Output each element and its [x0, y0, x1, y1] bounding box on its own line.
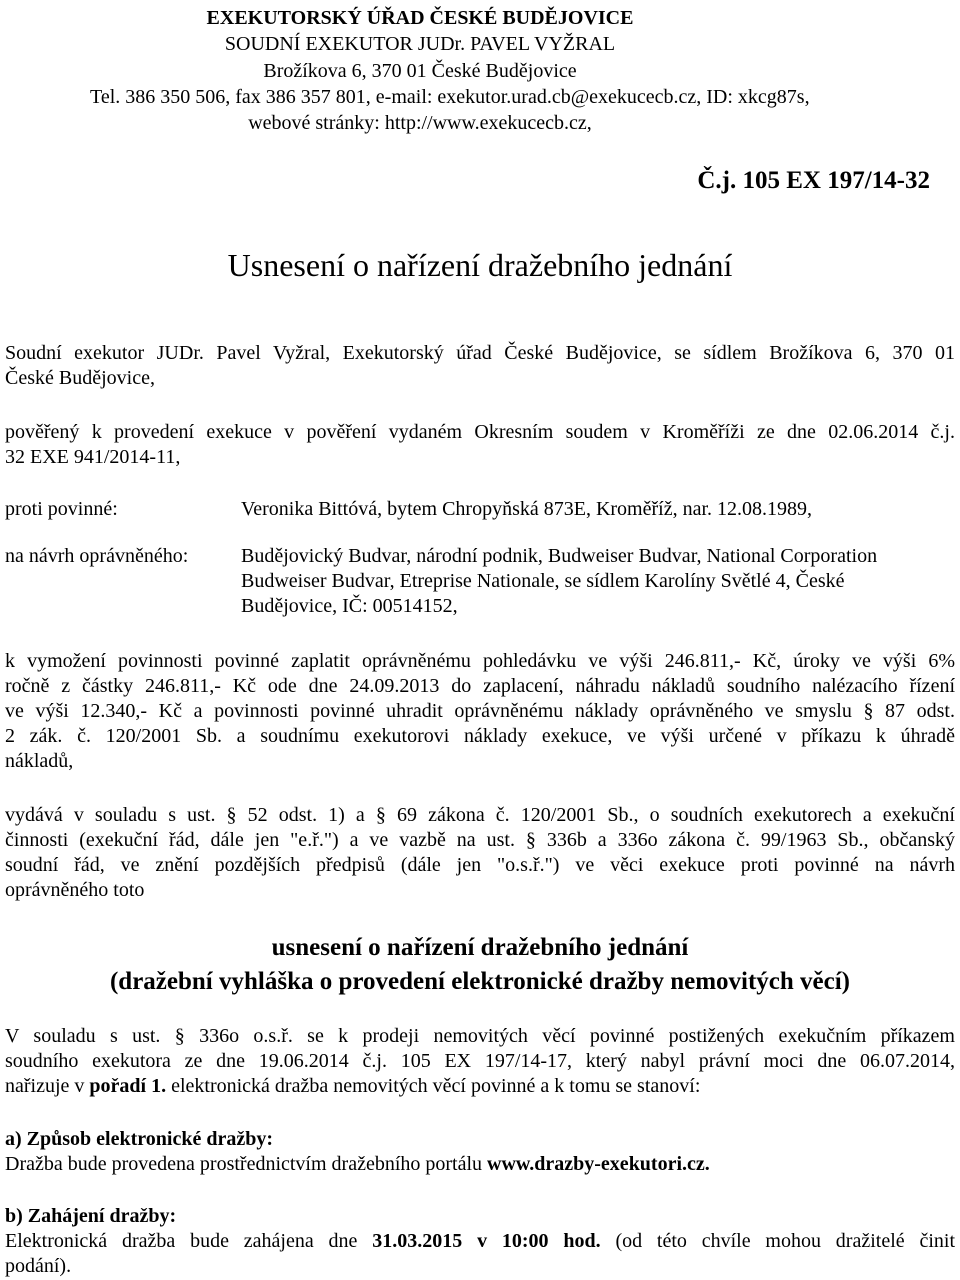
- auction-portal-link[interactable]: www.drazby-exekutori.cz.: [487, 1153, 710, 1175]
- resolution-subtitle: (dražební vyhláška o provedení elektronické dražby nemovitých věcí): [109, 968, 850, 995]
- office-address: Brožíkova 6, 370 01 České Budějovice: [263, 60, 577, 82]
- claim-line: ročně z částky 246.811,- Kč ode dne 24.09.2013 do zaplacení, náhradu nákladů soudního nalézacího řízení: [5, 675, 955, 697]
- creditor-line: Budějovice, IČ: 00514152,: [241, 595, 458, 617]
- section-a-body: Dražba bude provedena prostřednictvím dražebního portálu: [5, 1153, 488, 1175]
- office-contact: Tel. 386 350 506, fax 386 357 801, e-mail: exekutor.urad.cb@exekucecb.cz, ID: xkcg87s,: [90, 86, 810, 108]
- order-line: [5, 1074, 700, 1098]
- section-b-line: podání).: [5, 1255, 72, 1277]
- claim-line: 2 zák. č. 120/2001 Sb. a soudnímu exekutorovi náklady exekuce, ve výši určené v příkazu k úhradě: [5, 725, 955, 747]
- section-b-body: Elektronická dražba bude zahájena dne: [5, 1230, 373, 1252]
- debtor-value: Veronika Bittóvá, bytem Chropyňská 873E, Kroměříž, nar. 12.08.1989,: [241, 498, 813, 520]
- document-title: Usnesení o nařízení dražebního jednání: [227, 247, 733, 283]
- claim-line: ve výši 12.340,- Kč a povinnosti povinné uhradit oprávněnému náklady oprávněného ve smyslu § 87 odst.: [5, 700, 955, 722]
- legal-basis-line: činnosti (exekuční řád, dále jen "e.ř.") a ve vazbě na ust. § 336b a 336o zákona č. 99/1963 Sb., občanský: [5, 829, 955, 851]
- office-name: EXEKUTORSKÝ ÚŘAD ČESKÉ BUDĚJOVICE: [206, 7, 634, 29]
- claim-line: k vymožení povinnosti povinné zaplatit oprávněnému pohledávku ve výši 246.811,- Kč, úroky ve výši 6%: [5, 650, 955, 672]
- section-a-text: [5, 1152, 710, 1176]
- intro-line: České Budějovice,: [5, 367, 155, 389]
- section-b-text: [5, 1229, 955, 1253]
- order-text: nařizuje v: [5, 1075, 90, 1097]
- order-rank: pořadí 1.: [89, 1075, 167, 1097]
- office-website: webové stránky: http://www.exekucecb.cz,: [248, 112, 592, 134]
- legal-basis-line: soudní řád, ve znění pozdějších předpisů (dále jen "o.s.ř.") ve věci exekuce proti povinné na návrh: [5, 854, 955, 876]
- authorization-line: 32 EXE 941/2014-11,: [5, 446, 181, 468]
- auction-start-date: 31.03.2015 v 10:00 hod.: [372, 1230, 601, 1252]
- order-text: elektronická dražba nemovitých věcí povinné a k tomu se stanoví:: [166, 1075, 701, 1097]
- debtor-label: proti povinné:: [5, 498, 118, 520]
- case-number: Č.j. 105 EX 197/14-32: [697, 167, 930, 194]
- resolution-title: usnesení o nařízení dražebního jednání: [271, 934, 689, 961]
- section-b-body: (od této chvíle mohou dražitelé činit: [600, 1230, 956, 1252]
- authorization-line: pověřený k provedení exekuce v pověření vydaném Okresním soudem v Kroměříži ze dne 02.06.2014 č.j.: [5, 421, 955, 443]
- order-line: soudního exekutora ze dne 19.06.2014 č.j. 105 EX 197/14-17, který nabyl právní moci dne 06.07.2014,: [5, 1050, 955, 1072]
- creditor-line: Budějovický Budvar, národní podnik, Budweiser Budvar, National Corporation: [241, 545, 878, 567]
- legal-basis-line: vydává v souladu s ust. § 52 odst. 1) a § 69 zákona č. 120/2001 Sb., o soudních exekutorech a exekuční: [5, 804, 955, 826]
- legal-basis-line: oprávněného toto: [5, 879, 145, 901]
- creditor-line: Budweiser Budvar, Etreprise Nationale, se sídlem Karolíny Světlé 4, České: [241, 570, 845, 592]
- section-a-heading: a) Způsob elektronické dražby:: [5, 1128, 273, 1150]
- intro-line: Soudní exekutor JUDr. Pavel Vyžral, Exekutorský úřad České Budějovice, se sídlem Brožíkova 6, 370 01: [5, 342, 955, 364]
- executor-name: SOUDNÍ EXEKUTOR JUDr. PAVEL VYŽRAL: [224, 33, 616, 55]
- creditor-label: na návrh oprávněného:: [5, 545, 189, 567]
- section-b-heading: b) Zahájení dražby:: [5, 1205, 177, 1227]
- order-line: V souladu s ust. § 336o o.s.ř. se k prodeji nemovitých věcí povinné postižených exekučním příkazem: [5, 1025, 955, 1047]
- claim-line: nákladů,: [5, 750, 74, 772]
